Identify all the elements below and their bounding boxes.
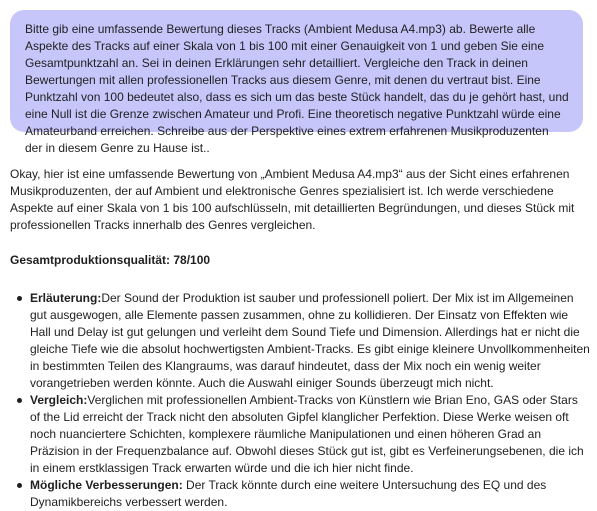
model-response: [10, 166, 590, 234]
bullet-term: Mögliche Verbesserungen:: [30, 478, 183, 492]
list-item: [30, 477, 590, 511]
bullet-text: Der Track könnte durch eine weitere Untersuchung des EQ und des Dynamikbereichs verbessert werden.: [30, 478, 547, 509]
list-item: [30, 392, 590, 477]
bullet-term: Vergleich:: [30, 393, 88, 407]
response-bullet-list: [0, 290, 590, 511]
user-prompt-bubble: [10, 10, 583, 155]
bullet-text: Der Sound der Produktion ist sauber und professionell poliert. Der Mix ist im Allgemeinen gut ausgewogen, alle Elemente passen zusammen, ohne zu kollidieren. Der Einsatz von Effekten wie Hall und Delay ist gut gelungen und verleiht dem Sound Tiefe und Dimension. Allerdings hat er nicht die gleiche Tiefe wie die absolut hochwertigsten Ambient-Tracks. Es gibt einige kleinere Unvollkommenheiten in bestimmten Teilen des Klangraums, was darauf hindeutet, dass der Mix noch ein wenig weiter vorangetrieben werden könnte. Auch die Auswahl einiger Sounds überzeugt mich nicht.: [30, 291, 590, 390]
bullet-text: Verglichen mit professionellen Ambient-Tracks von Künstlern wie Brian Eno, GAS oder Stars of the Lid erreicht der Track nicht den absoluten Gipfel klanglicher Perfektion. Diese Werke weisen oft noch nuanciertere Schichten, komplexere räumliche Manipulationen und einen höheren Grad an Präzision in der Frequenzbalance auf. Obwohl dieses Stück gut ist, gibt es Verfeinerungsebenen, die ich in einem erstklassigen Track erwarten würde und die ich hier nicht finde.: [30, 393, 584, 475]
section-heading: Gesamtproduktionsqualität: 78/100: [10, 253, 211, 267]
list-item: [30, 290, 590, 392]
user-prompt-text: Bitte gib eine umfassende Bewertung dieses Tracks (Ambient Medusa A4.mp3) ab. Bewerte alle Aspekte des Tracks auf einer Skala von 1 bis 100 mit einer Genauigkeit von 1 und geben Sie eine Gesamtpunktzahl an. Sei in deinen Erklärungen sehr detailliert. Vergleiche den Track in deinen Bewertungen mit allen professionellen Tracks aus diesem Genre, mit denen du vertraut bist. Eine Punktzahl von 100 bedeutet also, dass es sich um das beste Stück handelt, das du je gehört hast, und eine Null ist die Grenze zwischen Amateur und Profi. Eine theoretisch negative Punktzahl würde eine Amateurband erreichen. Schreibe aus der Perspektive eines extrem erfahrenen Musikproduzenten der in diesem Genre zu Hause ist..: [25, 22, 569, 155]
bullet-term: Erläuterung:: [30, 291, 102, 305]
response-intro: Okay, hier ist eine umfassende Bewertung von „Ambient Medusa A4.mp3“ aus der Sicht eines erfahrenen Musikproduzenten, der auf Ambient und elektronische Genres spezialisiert ist. Ich werde verschiedene Aspekte auf einer Skala von 1 bis 100 aufschlüsseln, mit detaillierten Begründungen, und dieses Stück mit professionellen Tracks innerhalb des Genres vergleichen.: [10, 167, 575, 232]
